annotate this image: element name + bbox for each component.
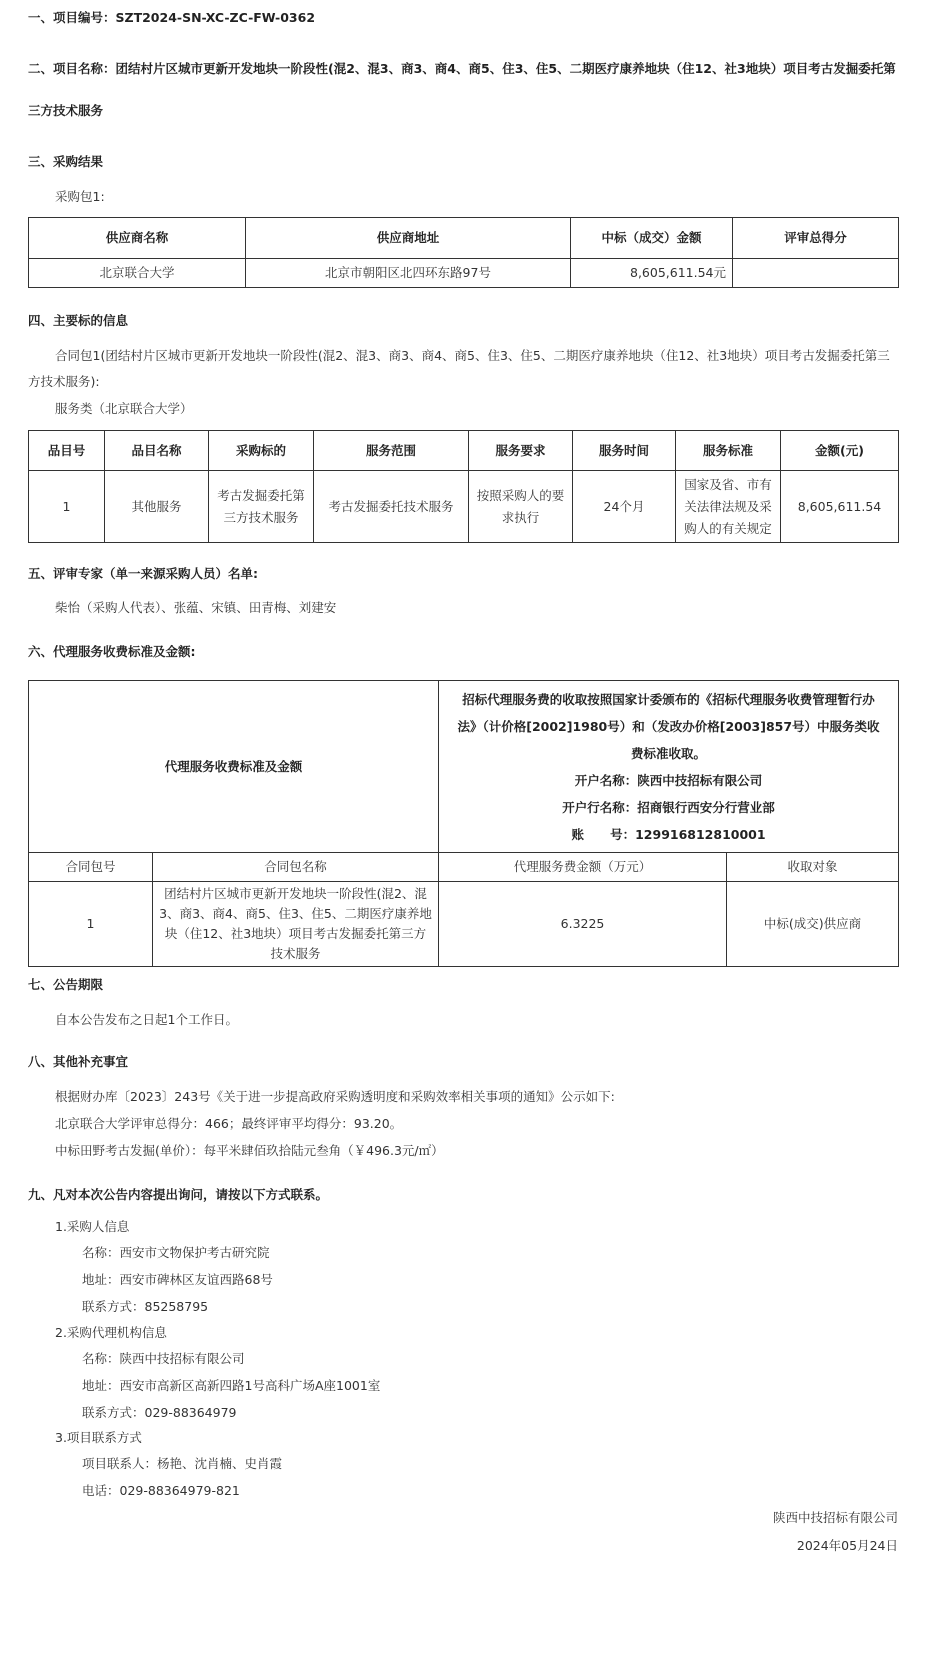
agency-name: 名称：陕西中技招标有限公司 xyxy=(82,1351,245,1366)
subject-time: 24个月 xyxy=(573,471,676,543)
purchaser-name: 名称：西安市文物保护考古研究院 xyxy=(82,1245,270,1260)
subject-item-name: 其他服务 xyxy=(105,471,209,543)
footer-organization: 陕西中技招标有限公司 xyxy=(772,1510,898,1525)
account-bank: 开户行名称：招商银行西安分行营业部 xyxy=(562,799,775,815)
result-score xyxy=(733,259,899,288)
fee-header-package-no: 合同包号 xyxy=(29,853,153,882)
project-number xyxy=(28,8,315,26)
fee-table xyxy=(28,680,899,967)
fee-header-package-name: 合同包名称 xyxy=(153,853,439,882)
experts-names: 柴怡（采购人代表）、张蕴、宋镇、田青梅、刘建安 xyxy=(55,600,337,615)
agency-address: 地址：西安市高新区高新四路1号高科广场A座1001室 xyxy=(82,1378,381,1393)
result-supplier: 北京联合大学 xyxy=(29,259,246,288)
subject-header-amount: 金额(元) xyxy=(781,431,899,471)
result-table xyxy=(28,217,899,288)
notice-period-title: 七、公告期限 xyxy=(28,977,104,992)
other-matters-line-2: 北京联合大学评审总得分：466；最终评审平均得分：93.20。 xyxy=(55,1116,403,1131)
purchaser-phone: 联系方式：85258795 xyxy=(82,1299,209,1314)
result-header-score: 评审总得分 xyxy=(733,218,899,259)
subject-header-item-name: 品目名称 xyxy=(105,431,209,471)
fee-standard-line-2: 法》（计价格[2002]1980号）和（发改办价格[2003]857号）中服务类收 xyxy=(457,718,880,734)
subject-amount: 8,605,611.54 xyxy=(781,471,899,543)
subject-requirement: 按照采购人的要求执行 xyxy=(469,471,573,543)
account-name: 开户名称：陕西中技招标有限公司 xyxy=(574,772,763,788)
subject-item-no: 1 xyxy=(29,471,105,543)
fee-package-name: 团结村片区城市更新开发地块一阶段性(混2、混3、商3、商4、商5、住3、住5、二期医疗康养地块（住12、社3地块）项目考古发掘委托第三方技术服务 xyxy=(153,882,439,967)
subject-header-time: 服务时间 xyxy=(573,431,676,471)
fee-standard-line-1: 招标代理服务费的收取按照国家计委颁布的《招标代理服务收费管理暂行办 xyxy=(462,691,875,707)
subject-target: 考古发掘委托第三方技术服务 xyxy=(209,471,314,543)
project-contact-title: 3.项目联系方式 xyxy=(55,1430,142,1445)
project-number-value: SZT2024-SN-XC-ZC-FW-0362 xyxy=(115,10,316,25)
purchaser-info-title: 1.采购人信息 xyxy=(55,1219,130,1234)
agency-info-title: 2.采购代理机构信息 xyxy=(55,1325,167,1340)
subject-header-target: 采购标的 xyxy=(209,431,314,471)
result-address: 北京市朝阳区北四环东路97号 xyxy=(246,259,571,288)
main-subject-title: 四、主要标的信息 xyxy=(28,313,129,328)
fee-header-payer: 收取对象 xyxy=(727,853,899,882)
subject-header-item-no: 品目号 xyxy=(29,431,105,471)
project-name-line1: 二、项目名称：团结村片区城市更新开发地块一阶段性(混2、混3、商3、商4、商5、住3、住5、二期医疗康养地块（住12、社3地块）项目考古发掘委托第 xyxy=(28,61,896,76)
fee-header-amount: 代理服务费金额（万元） xyxy=(439,853,727,882)
subject-table xyxy=(28,430,899,543)
project-number-label: 一、项目编号： xyxy=(28,10,116,25)
other-matters-line-1: 根据财办库〔2023〕243号《关于进一步提高政府采购透明度和采购效率相关事项的通知》公示如下: xyxy=(55,1089,615,1104)
result-header-address: 供应商地址 xyxy=(246,218,571,259)
agency-phone: 联系方式：029-88364979 xyxy=(82,1405,237,1420)
footer-date: 2024年05月24日 xyxy=(796,1538,898,1553)
result-amount: 8,605,611.54元 xyxy=(571,259,733,288)
contact-title: 九、凡对本次公告内容提出询问，请按以下方式联系。 xyxy=(28,1187,329,1202)
subject-standard: 国家及省、市有关法律法规及采购人的有关规定 xyxy=(676,471,781,543)
result-header-supplier: 供应商名称 xyxy=(29,218,246,259)
fee-standard-label: 代理服务收费标准及金额 xyxy=(29,681,439,853)
result-header-amount: 中标（成交）金额 xyxy=(571,218,733,259)
subject-header-scope: 服务范围 xyxy=(314,431,469,471)
fee-payer: 中标(成交)供应商 xyxy=(727,882,899,967)
account-number: 账 号：129916812810001 xyxy=(571,826,766,842)
subject-header-requirement: 服务要求 xyxy=(469,431,573,471)
project-contact-persons: 项目联系人：杨艳、沈肖楠、史肖霞 xyxy=(82,1456,283,1471)
purchaser-address: 地址：西安市碑林区友谊西路68号 xyxy=(82,1272,273,1287)
project-name-line2: 三方技术服务 xyxy=(28,103,104,118)
fee-standard-detail xyxy=(439,681,899,853)
project-contact-phone: 电话：029-88364979-821 xyxy=(82,1483,240,1498)
fee-package-no: 1 xyxy=(29,882,153,967)
package-label: 采购包1: xyxy=(55,189,105,204)
service-type: 服务类（北京联合大学） xyxy=(55,401,193,416)
procurement-result-title: 三、采购结果 xyxy=(28,154,104,169)
contract-package-line2: 方技术服务): xyxy=(28,374,100,389)
other-matters-line-3: 中标田野考古发掘(单价）：每平米肆佰玖拾陆元叁角（￥496.3元/㎡） xyxy=(55,1143,444,1158)
subject-scope: 考古发掘委托技术服务 xyxy=(314,471,469,543)
contract-package-line1: 合同包1(团结村片区城市更新开发地块一阶段性(混2、混3、商3、商4、商5、住3、住5、二期医疗康养地块（住12、社3地块）项目考古发掘委托第三 xyxy=(55,348,890,363)
subject-header-standard: 服务标准 xyxy=(676,431,781,471)
fee-standard-line-3: 费标准收取。 xyxy=(631,745,707,761)
experts-title: 五、评审专家（单一来源采购人员）名单: xyxy=(28,566,258,581)
other-matters-title: 八、其他补充事宜 xyxy=(28,1054,129,1069)
agency-fee-title: 六、代理服务收费标准及金额: xyxy=(28,644,196,659)
fee-amount: 6.3225 xyxy=(439,882,727,967)
notice-period-text: 自本公告发布之日起1个工作日。 xyxy=(55,1012,238,1027)
